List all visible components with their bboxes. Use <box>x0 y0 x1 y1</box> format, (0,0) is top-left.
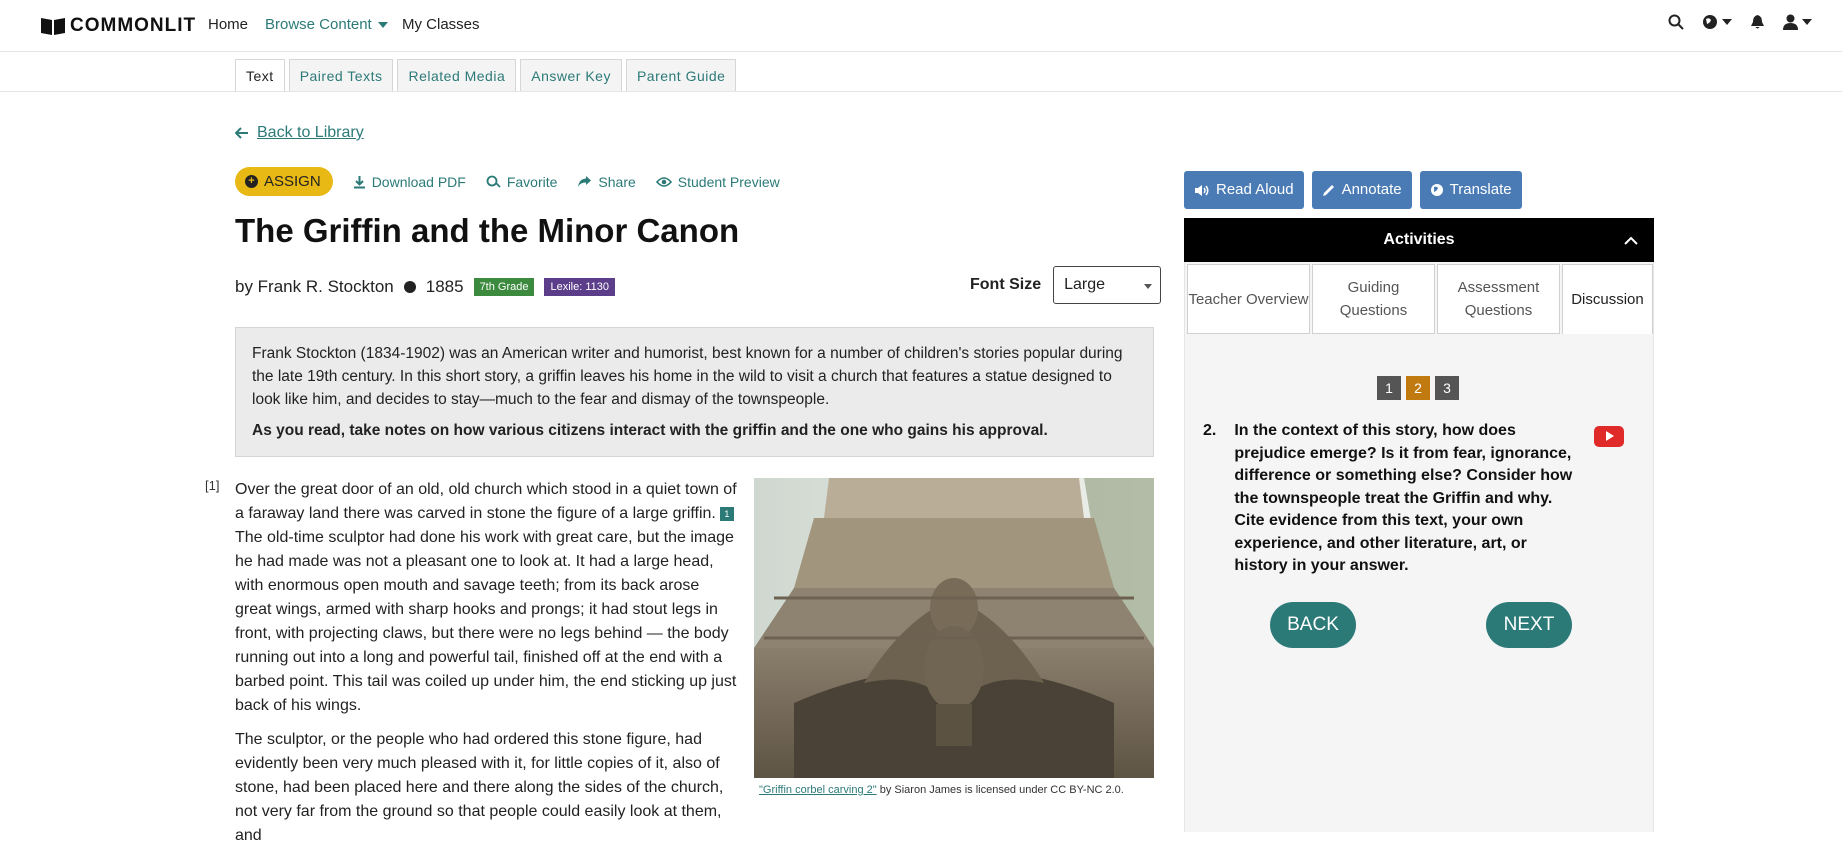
user-icon <box>1783 14 1798 30</box>
separator-dot <box>404 281 416 293</box>
story-sentence: Over the great door of an old, old church which stood in a quiet town of a faraway land there was carved in stone the figure of a large griffin. <box>235 481 737 522</box>
search-icon[interactable] <box>1668 14 1684 30</box>
page-2-button[interactable]: 2 <box>1406 376 1430 400</box>
activities-title: Activities <box>1383 231 1455 248</box>
back-to-library-label: Back to Library <box>257 124 364 141</box>
translate-button[interactable] <box>1420 171 1522 209</box>
favorite-label: Favorite <box>506 173 558 190</box>
favorite-icon <box>486 175 501 188</box>
download-icon <box>353 175 366 189</box>
annotate-label: Annotate <box>1341 181 1402 198</box>
chevron-down-icon <box>1722 18 1732 26</box>
introduction-text: Frank Stockton (1834-1902) was an American writer and humorist, best known for a number of children's stories popular during the late 19th century. In this short story, a griffin leaves his home in the wild to visit a church that features a statue designed to look like him, and decides to stay—much to the fear and dismay of the townspeople. <box>252 345 1123 408</box>
nav-home[interactable]: Home <box>208 16 249 33</box>
tab-assessment-questions[interactable]: Assessment Questions <box>1437 264 1560 334</box>
chevron-down-icon <box>1802 18 1812 26</box>
image-source-link[interactable]: "Griffin corbel carving 2" <box>759 784 877 796</box>
story-sentence: The old-time sculptor had done his work with great care, but the image he had made was not a pleasant one to look at. It had a large head, with enormous open mouth and savage teeth; from its back arose great wings, armed with sharp hooks and prongs; it had stout legs in front, with projecting claws, but there were no legs behind — the body running out into a long and powerful tail, finished off at the end with a barbed point. This tail was coiled up under him, the end sticking up just back of his wings. <box>235 529 737 714</box>
favorite-button[interactable] <box>486 174 558 190</box>
share-button[interactable] <box>577 174 635 190</box>
assign-button[interactable] <box>235 167 333 196</box>
reading-prompt: As you read, take notes on how various citizens interact with the griffin and the one who gains his approval. <box>252 422 1048 439</box>
byline <box>235 277 615 297</box>
activities-panel <box>1184 262 1654 832</box>
text-title: The Griffin and the Minor Canon <box>235 212 740 249</box>
author: by Frank R. Stockton <box>235 277 394 296</box>
speaker-icon <box>1194 184 1210 197</box>
user-menu[interactable] <box>1783 14 1812 30</box>
arrow-left-icon <box>235 127 249 139</box>
tab-discussion[interactable]: Discussion <box>1562 264 1653 334</box>
question-pagination <box>1377 376 1459 400</box>
tab-guiding-questions[interactable]: Guiding Questions <box>1312 264 1435 334</box>
story-text <box>235 478 740 858</box>
tab-paired-texts[interactable]: Paired Texts <box>289 59 394 91</box>
nav-my-classes[interactable]: My Classes <box>402 16 480 33</box>
student-preview-button[interactable] <box>656 174 780 190</box>
plus-icon: + <box>245 175 258 188</box>
assign-label: ASSIGN <box>264 173 321 190</box>
commonlit-logo[interactable] <box>40 15 196 37</box>
image-caption <box>759 784 1124 796</box>
activity-tabs <box>1185 262 1653 334</box>
read-aloud-label: Read Aloud <box>1216 181 1294 198</box>
youtube-icon[interactable] <box>1594 426 1624 447</box>
introduction-box <box>235 327 1154 457</box>
nav-browse-content[interactable] <box>265 16 388 33</box>
share-label: Share <box>598 173 636 190</box>
question-text: In the context of this story, how does prejudice emerge? Is it from fear, ignorance, difference or something else? Consider how the townspeople treat the Griffin and why. Cite evidence from this text, your own experience, and other literature, art, or history in your answer. <box>1234 422 1573 574</box>
globe-icon <box>1430 183 1444 197</box>
tab-teacher-overview[interactable]: Teacher Overview <box>1187 264 1310 334</box>
tab-answer-key[interactable]: Answer Key <box>520 59 622 91</box>
text-action-bar <box>235 167 780 196</box>
bell-icon[interactable] <box>1750 14 1765 30</box>
back-to-library-link[interactable] <box>235 124 364 142</box>
publication-year: 1885 <box>425 277 464 296</box>
eye-icon <box>656 176 672 188</box>
pencil-icon <box>1322 183 1336 197</box>
tab-parent-guide[interactable]: Parent Guide <box>626 59 737 91</box>
book-icon <box>40 16 66 36</box>
tab-related-media[interactable]: Related Media <box>397 59 516 91</box>
chevron-down-icon <box>378 22 388 28</box>
nav-icon-bar <box>1668 14 1812 30</box>
student-preview-label: Student Preview <box>677 173 780 190</box>
download-pdf-label: Download PDF <box>371 173 466 190</box>
next-button[interactable]: NEXT <box>1486 602 1572 648</box>
back-button[interactable]: BACK <box>1270 602 1356 648</box>
footnote-marker[interactable]: 1 <box>720 507 734 521</box>
tab-divider <box>0 91 1842 92</box>
page-3-button[interactable]: 3 <box>1435 376 1459 400</box>
image-license: by Siaron James is licensed under CC BY-NC 2.0. <box>876 784 1124 796</box>
discussion-question <box>1203 420 1579 578</box>
question-number: 2. <box>1203 422 1217 439</box>
logo-text: COMMONLIT <box>70 15 197 36</box>
font-size-control <box>970 266 1161 304</box>
font-size-label: Font Size <box>970 276 1042 293</box>
translate-label: Translate <box>1449 181 1512 198</box>
activities-header[interactable] <box>1184 218 1654 262</box>
font-size-select[interactable]: Large <box>1053 266 1161 304</box>
page-1-button[interactable]: 1 <box>1377 376 1401 400</box>
lexile-badge: Lexile: 1130 <box>544 278 615 296</box>
read-aloud-button[interactable] <box>1184 171 1304 209</box>
download-pdf-button[interactable] <box>353 174 466 190</box>
language-menu[interactable] <box>1702 14 1732 30</box>
chevron-up-icon <box>1624 218 1638 262</box>
top-navigation <box>0 0 1842 52</box>
griffin-carving-illustration <box>754 478 1154 778</box>
annotate-button[interactable] <box>1312 171 1412 209</box>
reading-tools <box>1184 171 1522 209</box>
griffin-carving-image[interactable] <box>754 478 1154 778</box>
share-icon <box>577 175 592 188</box>
nav-browse-label: Browse Content <box>265 16 372 33</box>
story-paragraph: The sculptor, or the people who had ordered this stone figure, had evidently been very much pleased with it, for little copies of it, also of stone, had been placed here and there along the sides of the church, not very far from the ground so that people could easily look at them, and <box>235 731 724 844</box>
content-tabs <box>235 59 736 91</box>
paragraph-number: [1] <box>205 478 220 493</box>
tab-text[interactable]: Text <box>235 59 285 91</box>
grade-badge: 7th Grade <box>474 278 535 296</box>
globe-icon <box>1702 14 1718 30</box>
story-paragraph <box>235 478 740 718</box>
